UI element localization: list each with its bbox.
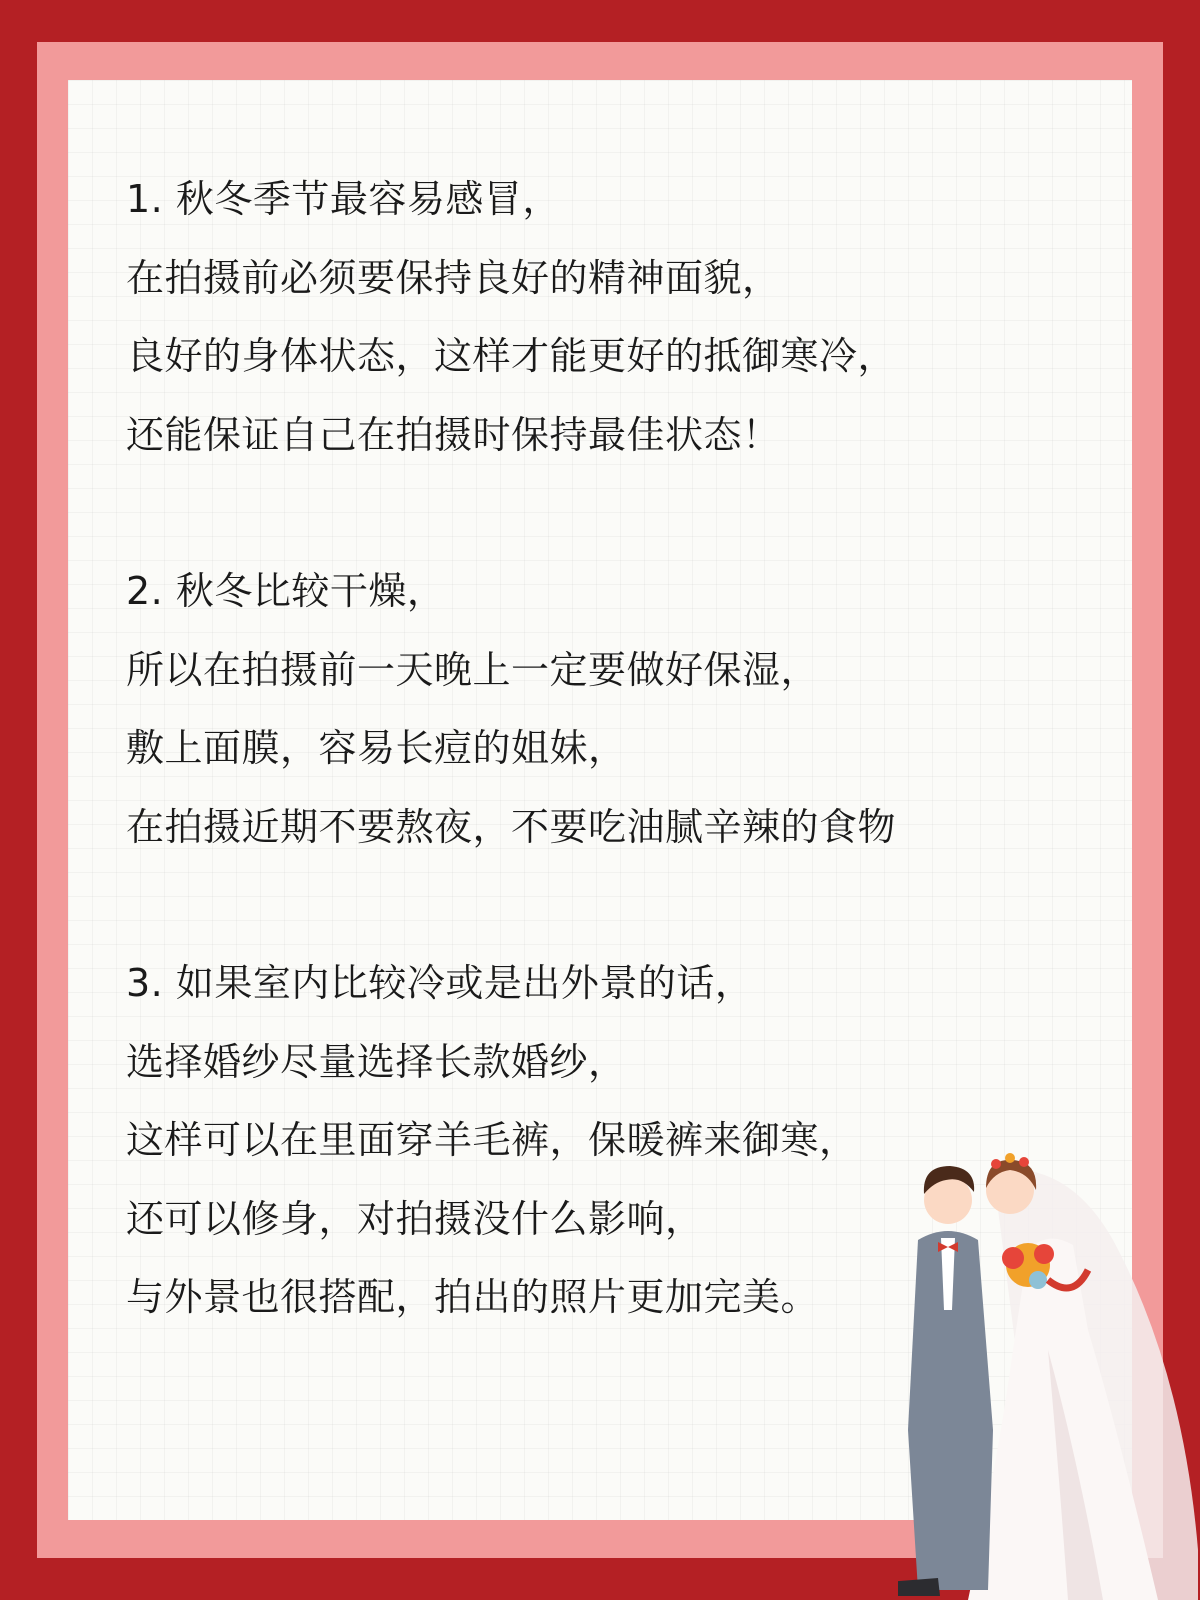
bouquet-shape [1002,1247,1024,1269]
text-line: 1. 秋冬季节最容易感冒， [126,177,561,221]
tip-paragraph-1 [126,160,1126,474]
text-line: 选择婚纱尽量选择长款婚纱， [126,1039,627,1084]
flower-crown-shape [1005,1153,1015,1163]
text-line: 在拍摄前必须要保持良好的精神面貌， [126,255,781,300]
bride-and-groom-illustration [898,1130,1200,1600]
text-line: 在拍摄近期不要熬夜，不要吃油腻辛辣的食物 [126,804,897,849]
text-line: 这样可以在里面穿羊毛裤，保暖裤来御寒， [126,1118,858,1162]
text-line: 良好的身体状态，这样才能更好的抵御寒冷， [126,334,897,378]
bouquet-shape [1029,1271,1047,1289]
bouquet-shape [1034,1244,1054,1264]
flower-crown-shape [1019,1157,1029,1167]
tip-paragraph-2 [126,552,1126,866]
text-line: 与外景也很搭配，拍出的照片更加完美。 [126,1275,820,1319]
text-line: 3. 如果室内比较冷或是出外景的话， [126,961,754,1005]
text-line: 敷上面膜，容易长痘的姐妹， [126,726,627,770]
text-line: 所以在拍摄前一天晚上一定要做好保湿， [126,647,820,692]
flower-crown-shape [991,1159,1001,1169]
text-line: 还能保证自己在拍摄时保持最佳状态！ [126,412,781,457]
groom-shoe-shape [898,1578,940,1596]
text-line: 还可以修身，对拍摄没什么影响， [126,1196,704,1241]
text-line: 2. 秋冬比较干燥， [126,569,446,613]
